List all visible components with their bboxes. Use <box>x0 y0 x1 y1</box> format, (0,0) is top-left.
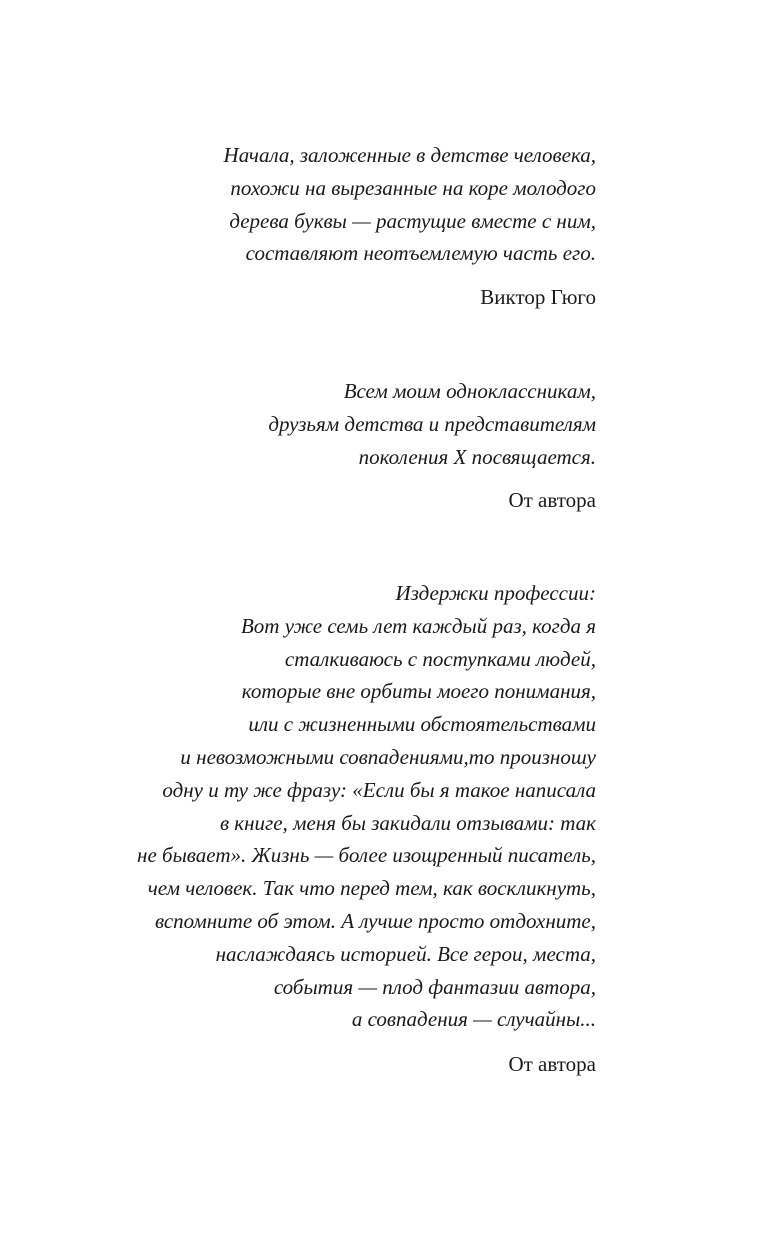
note-line: и невозможными совпадениями,то произношу <box>180 744 596 769</box>
note-line: Вот уже семь лет каждый раз, когда я <box>240 613 596 638</box>
note-line: вспомните об этом. А лучше просто отдохните, <box>155 908 596 933</box>
dedication <box>36 375 596 514</box>
epigraph-author: Виктор Гюго <box>480 285 596 310</box>
epigraph-line: дерева буквы — растущие вместе с ним, <box>229 208 596 233</box>
note-line: события — плод фантазии автора, <box>273 974 596 999</box>
note-line: которые вне орбиты моего понимания, <box>241 679 596 704</box>
note-line: чем человек. Так что перед тем, как воскликнуть, <box>147 876 596 901</box>
epigraph-line: составляют неотъемлемую часть его. <box>245 241 596 266</box>
note-line: а совпадения — случайны... <box>351 1007 596 1032</box>
author-note <box>36 577 596 1078</box>
dedication-author: От автора <box>508 488 596 513</box>
epigraph <box>36 139 596 311</box>
note-line: Издержки профессии: <box>395 581 596 605</box>
note-line: наслаждаясь историей. Все герои, места, <box>215 941 596 966</box>
note-line: не бывает». Жизнь — более изощренный писатель, <box>137 843 596 868</box>
note-author: От автора <box>508 1052 596 1077</box>
dedication-line: друзьям детства и представителям <box>268 411 596 436</box>
note-line: или с жизненными обстоятельствами <box>248 712 596 737</box>
dedication-line: поколения X посвящается. <box>358 444 596 469</box>
epigraph-line: Начала, заложенные в детстве человека, <box>223 143 596 167</box>
note-line: одну и ту же фразу: «Если бы я такое написала <box>162 777 596 802</box>
note-line: сталкиваюсь с поступками людей, <box>284 646 596 671</box>
dedication-line: Всем моим одноклассникам, <box>343 379 596 403</box>
note-line: в книге, меня бы закидали отзывами: так <box>219 810 596 835</box>
epigraph-line: похожи на вырезанные на коре молодого <box>230 175 596 200</box>
